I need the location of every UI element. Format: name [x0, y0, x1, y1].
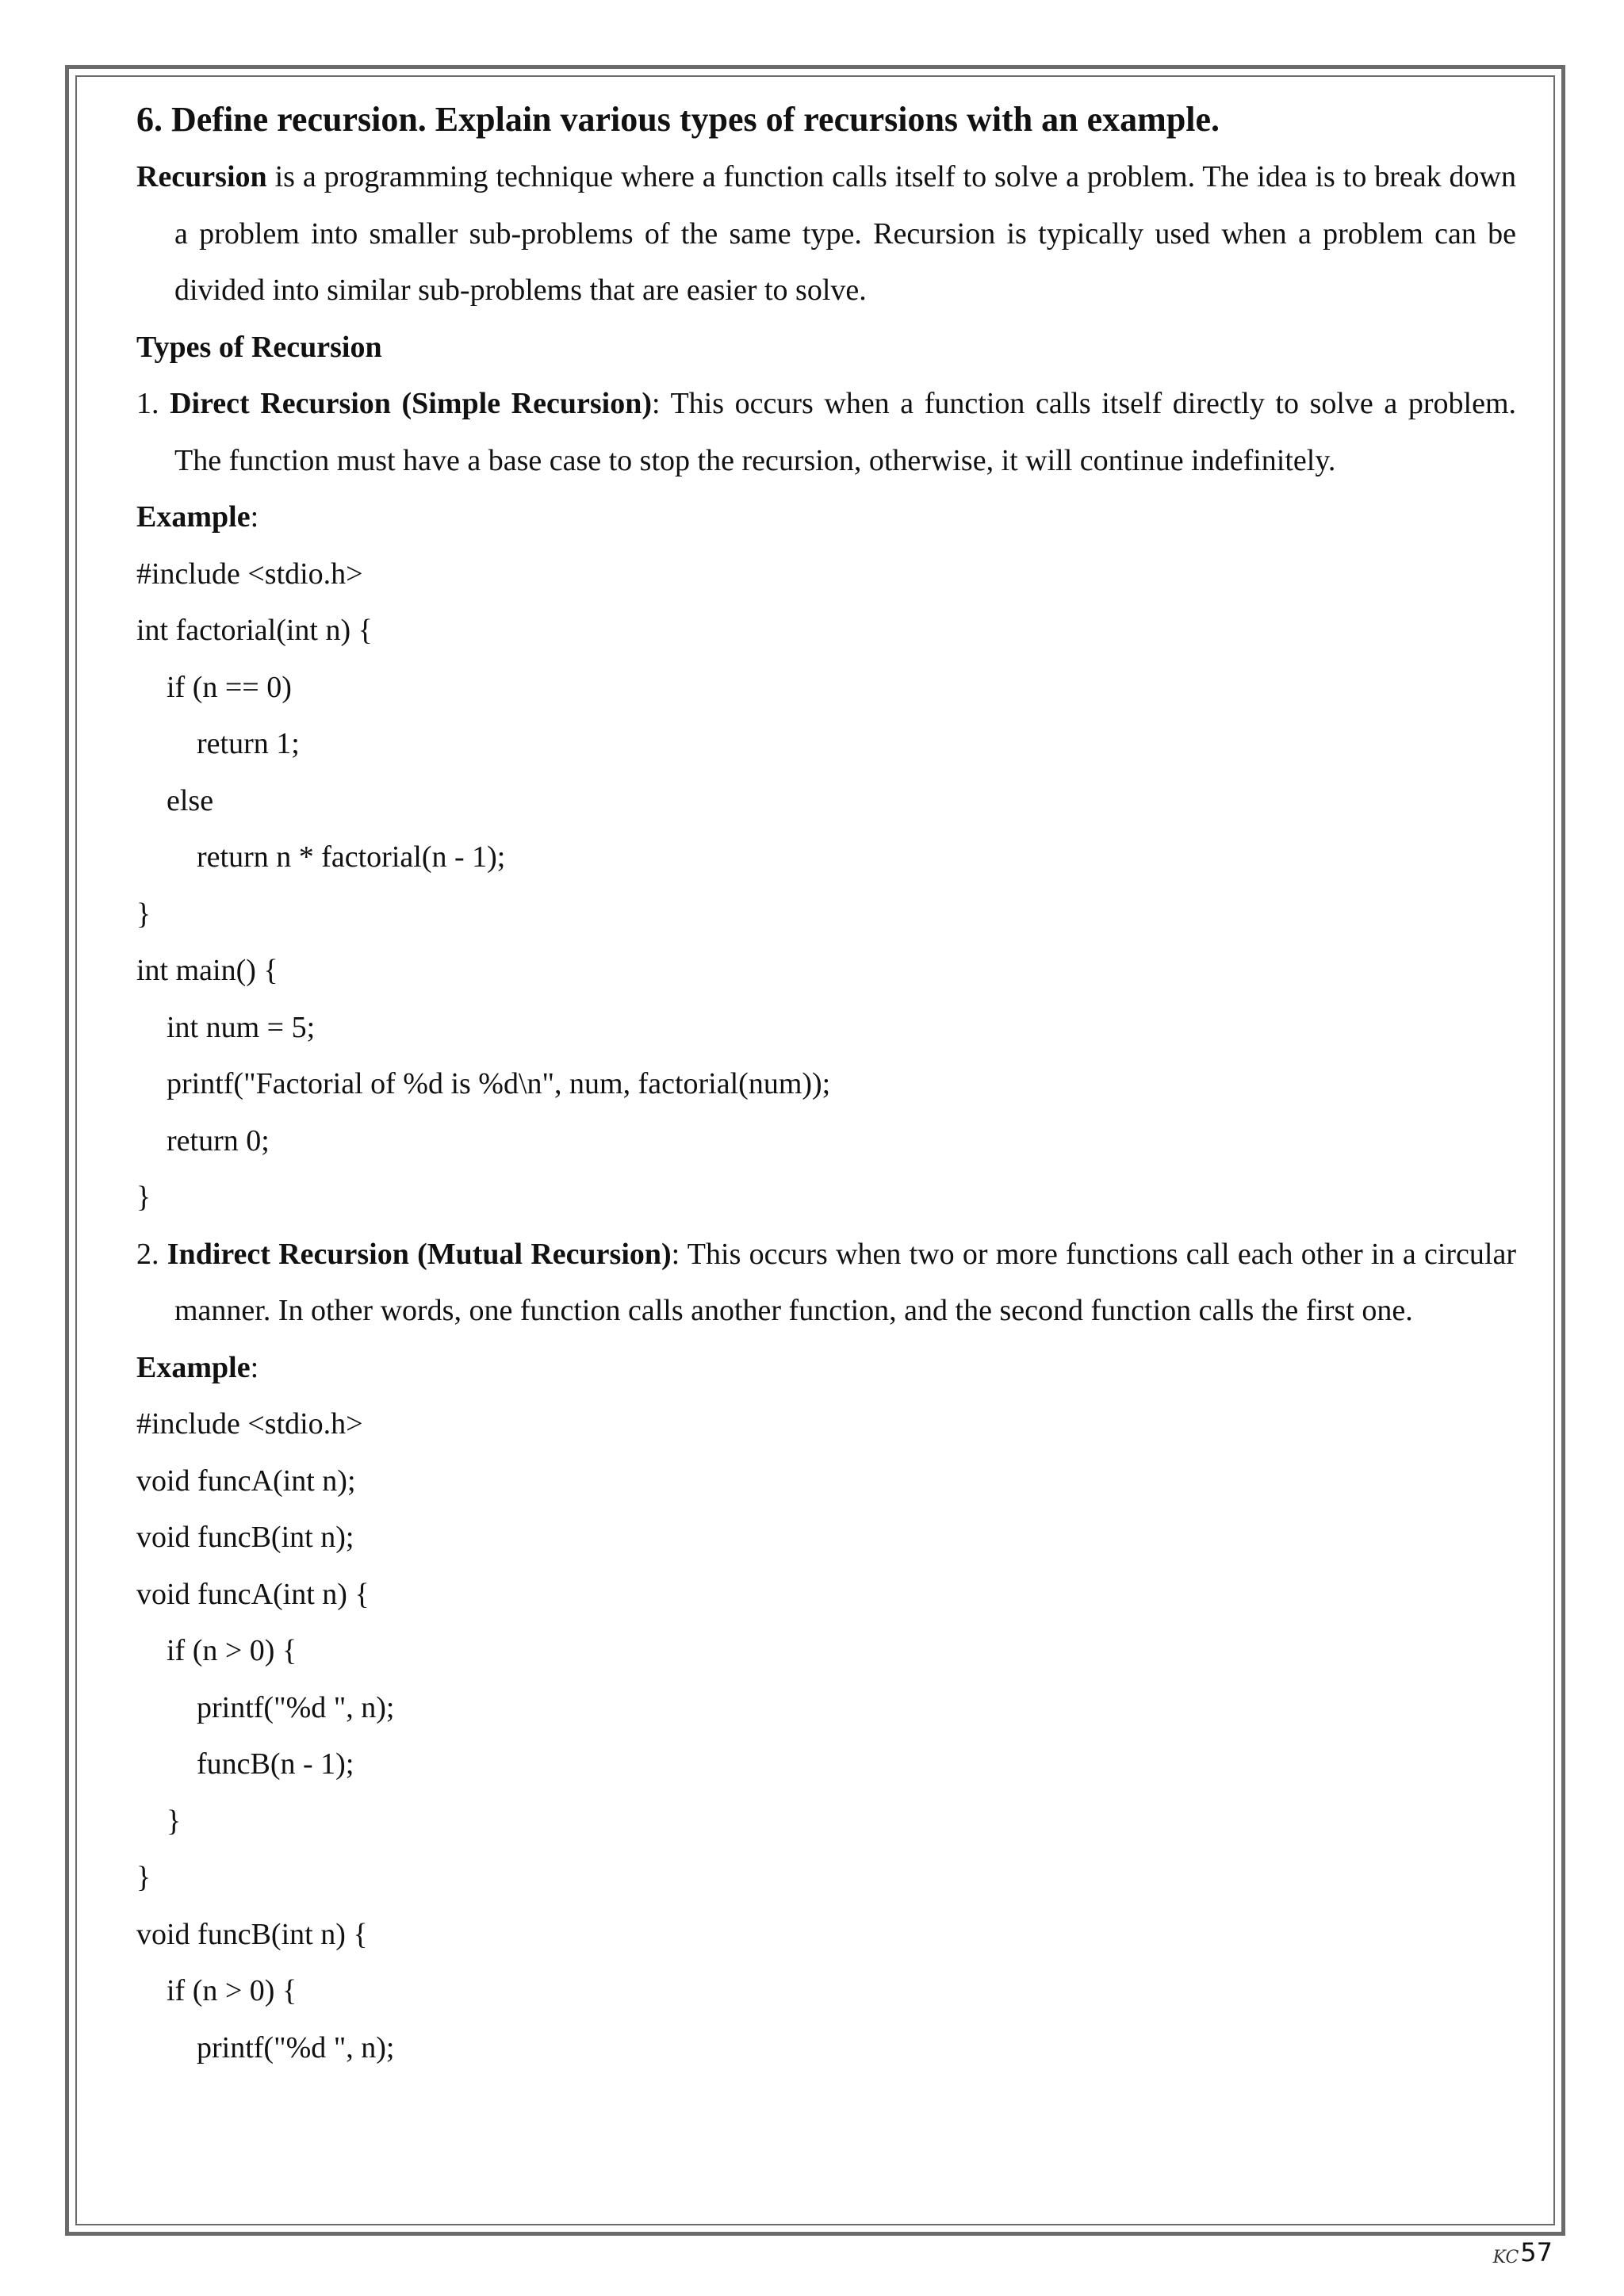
code-line: int factorial(int n) {	[136, 614, 373, 647]
code-line: if (n == 0)	[136, 670, 292, 704]
indirect-text: : This occurs when two or more functions call each other in a circular manner. In other words, one function calls another function, and the second function calls the first one.	[174, 1237, 1516, 1327]
code-line: printf("Factorial of %d is %d\n", num, factorial(num));	[136, 1067, 831, 1100]
code-line: }	[136, 1804, 182, 1838]
direct-text: : This occurs when a function calls itself directly to solve a problem. The function must have a base case to stop the recursion, otherwise, it will continue indefinitely.	[174, 387, 1516, 477]
example-1-label	[136, 489, 1516, 546]
code-line: void funcA(int n);	[136, 1464, 356, 1498]
example-2-label-text: Example	[136, 1350, 251, 1384]
code-line: if (n > 0) {	[136, 1974, 297, 2007]
example-2-colon: :	[250, 1350, 259, 1384]
example-2-label	[136, 1340, 1516, 1397]
code-line: printf("%d ", n);	[136, 2030, 395, 2064]
footer-logo-mark: KC	[1492, 2248, 1519, 2267]
direct-number: 1.	[136, 387, 170, 420]
direct-recursion-item	[136, 376, 1516, 489]
code-line: }	[136, 1861, 151, 1894]
code-line: funcB(n - 1);	[136, 1747, 354, 1781]
code-block-2	[136, 1396, 1516, 2076]
code-line: if (n > 0) {	[136, 1634, 297, 1667]
question-heading: 6. Define recursion. Explain various types of recursions with an example.	[136, 100, 1220, 139]
indirect-recursion-item	[136, 1226, 1516, 1340]
code-line: int num = 5;	[136, 1010, 316, 1044]
intro-text: is a programming technique where a function calls itself to solve a problem. The idea is to break down a problem into smaller sub-problems of the same type. Recursion is typically used when a problem can be divided into similar sub-problems that are easier to solve.	[174, 160, 1516, 307]
code-line: void funcB(int n) {	[136, 1917, 368, 1951]
example-1-colon: :	[250, 500, 259, 534]
code-block-1	[136, 546, 1516, 1226]
indirect-number: 2.	[136, 1237, 167, 1271]
types-heading: Types of Recursion	[136, 330, 382, 364]
code-line: return 0;	[136, 1123, 270, 1158]
code-line: return 1;	[136, 727, 300, 760]
code-line: void funcB(int n);	[136, 1521, 354, 1554]
page-number: 57	[1520, 2237, 1553, 2267]
indirect-term: Indirect Recursion (Mutual Recursion)	[167, 1237, 672, 1271]
code-line: void funcA(int n) {	[136, 1577, 370, 1611]
code-line: else	[136, 783, 214, 817]
code-line: #include <stdio.h>	[136, 557, 363, 591]
example-1-label-text: Example	[136, 500, 251, 534]
code-line: }	[136, 897, 151, 931]
code-line: printf("%d ", n);	[136, 1690, 395, 1724]
page-content	[136, 94, 1516, 2076]
intro-paragraph	[136, 149, 1516, 320]
code-line: return n * factorial(n - 1);	[136, 840, 506, 874]
code-line: #include <stdio.h>	[136, 1407, 363, 1441]
code-line: }	[136, 1181, 151, 1214]
code-line: int main() {	[136, 954, 278, 987]
direct-term: Direct Recursion (Simple Recursion)	[170, 387, 652, 420]
page-footer	[1493, 2237, 1553, 2267]
intro-term: Recursion	[136, 160, 267, 193]
